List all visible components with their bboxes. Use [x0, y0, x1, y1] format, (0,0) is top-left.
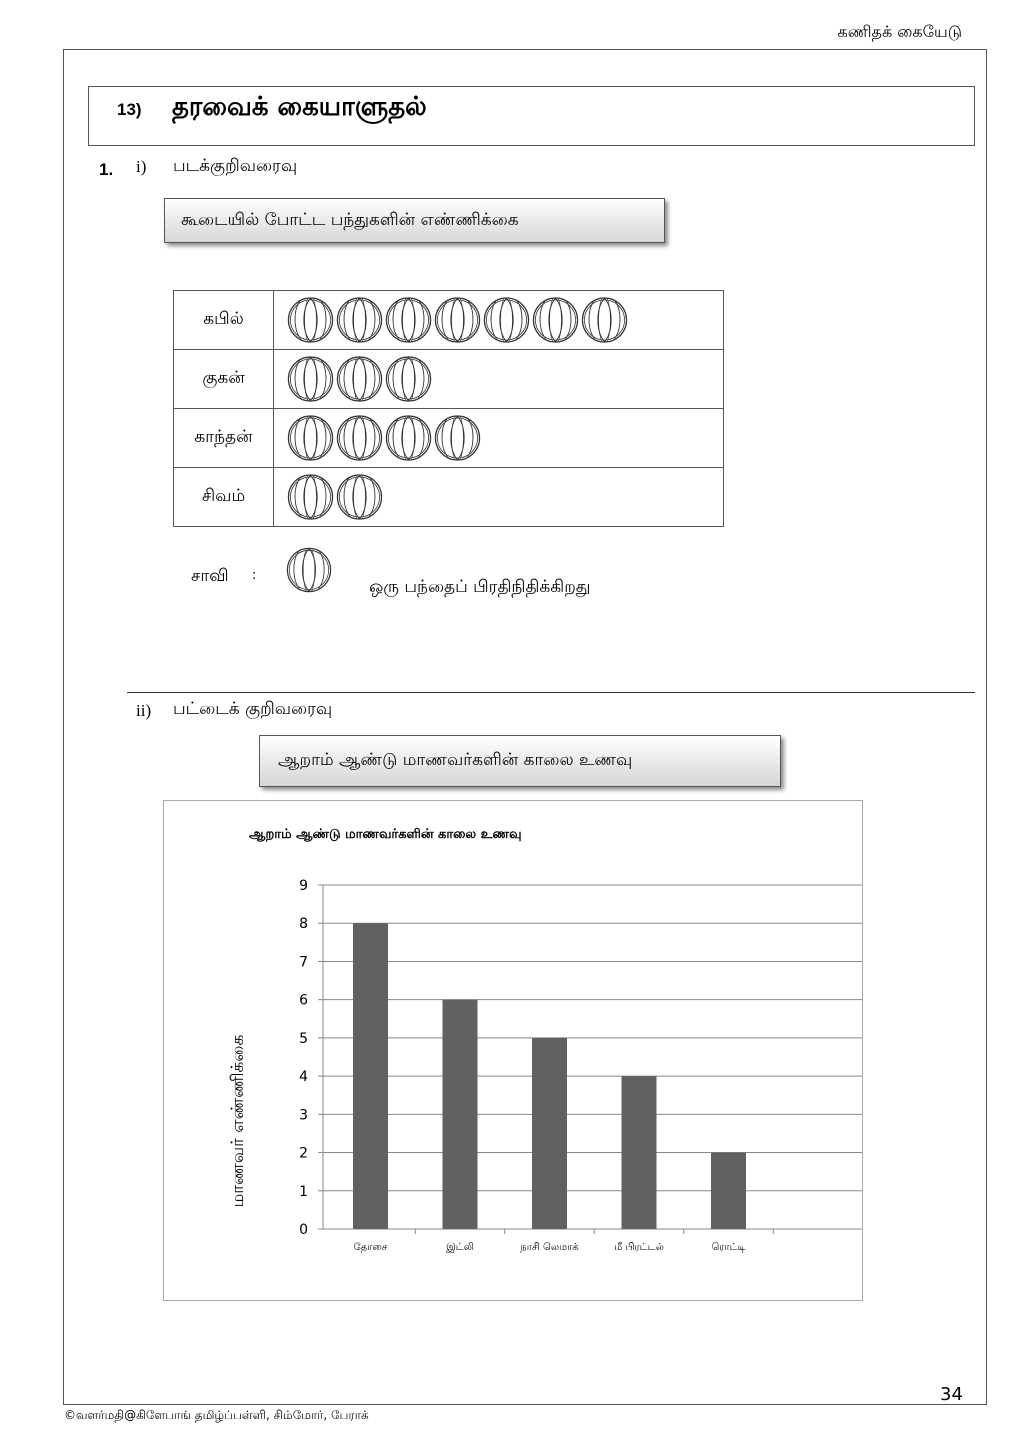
bar: [711, 1153, 746, 1229]
y-tick-label: 0: [299, 1222, 308, 1238]
pictograph-row-name: கபில்: [174, 291, 274, 350]
ball-icon: [384, 413, 433, 463]
ball-icon: [286, 295, 335, 345]
key-text: ஒரு பந்தைப் பிரதிநிதிக்கிறது: [369, 577, 591, 597]
pictograph-row-balls: [274, 468, 724, 527]
ball-icon: [286, 472, 335, 522]
y-tick-label: 7: [299, 954, 308, 971]
page-number: 34: [940, 1384, 963, 1405]
pictograph-row-balls: [274, 409, 724, 468]
ball-icon: [335, 354, 384, 404]
chapter-title: தரவைக் கையாளுதல்: [172, 92, 427, 122]
y-tick-label: 1: [299, 1183, 308, 1200]
bar-chart-caption: ஆறாம் ஆண்டு மாணவர்களின் காலை உணவு: [278, 750, 633, 770]
ball-icon: [482, 295, 531, 345]
x-tick-label: ரொட்டி: [711, 1242, 746, 1253]
footer-credit: ©வளர்மதி@கிளேபாங் தமிழ்ப்பள்ளி, சிம்மோர், பேராக்: [64, 1408, 369, 1422]
pictograph-row-name: குகன்: [174, 350, 274, 409]
x-tick-label: மீ பிரட்டல்: [614, 1242, 664, 1253]
bar: [443, 1000, 478, 1229]
chapter-number: 13): [117, 100, 142, 119]
question-number: 1.: [99, 160, 114, 179]
y-tick-label: 6: [299, 992, 308, 1009]
book-title: கணிதக் கையேடு: [837, 22, 962, 41]
part1-label: i): [136, 157, 147, 176]
bar: [353, 923, 388, 1229]
pictograph-row: [174, 409, 724, 468]
chart-title: ஆறாம் ஆண்டு மாணவர்களின் காலை உணவு: [249, 827, 522, 842]
pictograph-row-balls: [274, 350, 724, 409]
bar: [532, 1038, 567, 1229]
bar-chart-frame: [163, 800, 863, 1301]
y-tick-label: 2: [299, 1145, 308, 1162]
pictograph-row-name: காந்தன்: [174, 409, 274, 468]
ball-icon: [433, 413, 482, 463]
ball-icon: [580, 295, 629, 345]
y-tick-label: 3: [299, 1107, 308, 1124]
y-tick-label: 9: [299, 878, 308, 894]
pictograph-row: [174, 468, 724, 527]
pictograph-row-balls: [274, 291, 724, 350]
ball-icon: [433, 295, 482, 345]
y-tick-label: 5: [299, 1030, 308, 1047]
ball-icon: [335, 413, 384, 463]
x-tick-label: நாசி லெமாக்: [520, 1242, 579, 1253]
pictograph-caption-box: [164, 198, 665, 243]
bar: [622, 1076, 657, 1229]
y-tick-label: 8: [299, 916, 308, 933]
pictograph-row-name: சிவம்: [174, 468, 274, 527]
part2-label: ii): [136, 701, 152, 720]
y-tick-label: 4: [299, 1069, 308, 1086]
bar-chart: [164, 801, 862, 1300]
pictograph-row: [174, 350, 724, 409]
x-tick-label: இட்லி: [446, 1242, 474, 1253]
bar-chart-caption-box: [259, 735, 781, 787]
key-ball-icon: [285, 544, 333, 600]
part1-heading: படக்குறிவரைவு: [173, 156, 298, 176]
x-tick-label: தோசை: [353, 1242, 388, 1253]
ball-icon: [335, 295, 384, 345]
section-divider: [127, 692, 975, 693]
pictograph-row: [174, 291, 724, 350]
part2-heading: பட்டைக் குறிவரைவு: [173, 699, 333, 719]
ball-icon: [286, 354, 335, 404]
ball-icon: [384, 354, 433, 404]
key-colon: :: [252, 568, 257, 583]
ball-icon: [335, 472, 384, 522]
ball-icon: [286, 413, 335, 463]
y-axis-label: மாணவர் எண்ணிக்கை: [228, 1034, 248, 1208]
key-label: சாவி: [191, 566, 229, 586]
ball-icon: [384, 295, 433, 345]
ball-icon: [531, 295, 580, 345]
pictograph-table: [173, 290, 724, 527]
pictograph-caption: கூடையில் போட்ட பந்துகளின் எண்ணிக்கை: [181, 209, 519, 230]
